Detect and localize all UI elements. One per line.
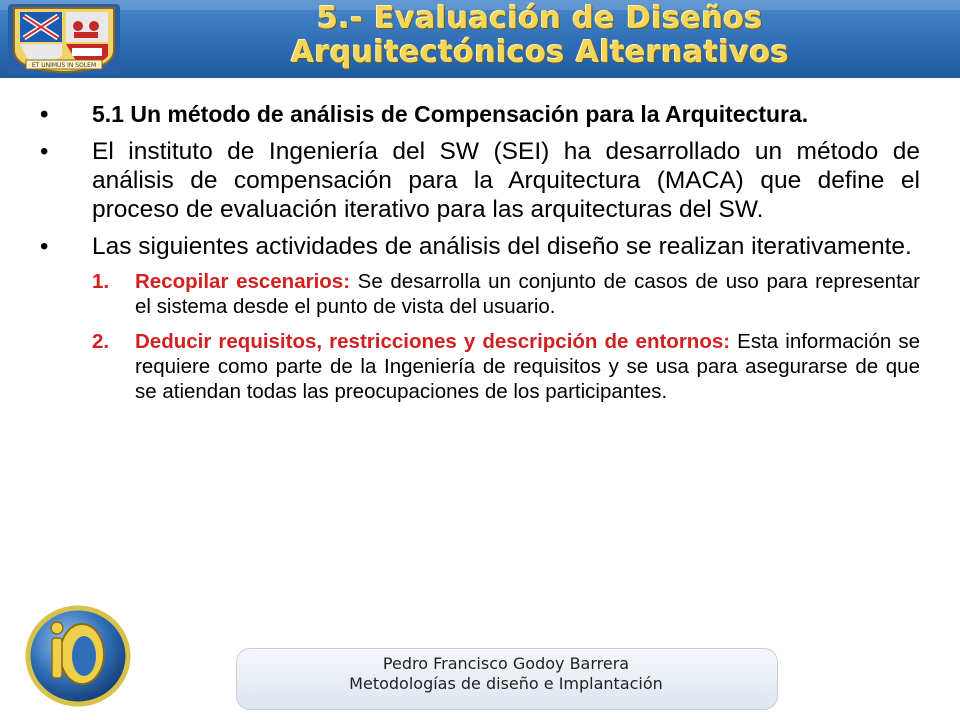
numbered-step (40, 269, 920, 319)
step-term: Deducir requisitos, restricciones y descripción de entornos: (135, 330, 731, 353)
step-number: 2. (92, 330, 110, 353)
bullet-item (40, 137, 920, 224)
svg-text:ET UNIMUS IN SOLEM: ET UNIMUS IN SOLEM (31, 62, 97, 69)
institution-logo-icon (22, 598, 134, 710)
bullet-dot: • (40, 233, 49, 260)
bullet-dot: • (40, 138, 49, 165)
step-number: 1. (92, 270, 110, 293)
footer-author: Pedro Francisco Godoy Barrera (382, 654, 630, 673)
numbered-step (40, 329, 920, 404)
page-title (130, 2, 950, 70)
header-bar (0, 0, 960, 78)
title-line-1: 5.- Evaluación de Diseños (317, 1, 763, 36)
bullet-item (40, 100, 920, 129)
footer-course: Metodologías de diseño e Implantación (349, 674, 663, 693)
footer-credits (236, 654, 776, 694)
bullet-text: Las siguientes actividades de análisis del diseño se realizan iterativamente. (92, 233, 912, 260)
step-text: Se desarrolla un conjunto de casos de uso para representar el sistema desde el punto de vista del usuario. (135, 270, 920, 318)
step-term: Recopilar escenarios: (135, 270, 351, 293)
bullet-dot: • (40, 101, 49, 128)
bullet-text: 5.1 Un método de análisis de Compensación para la Arquitectura. (92, 101, 809, 127)
step-text: Esta información se requiere como parte de la Ingeniería de requisitos y se usa para asegurarse de que se atiendan todas las preocupaciones de los participantes. (135, 330, 920, 403)
title-line-2: Arquitectónicos Alternativos (290, 35, 790, 70)
university-crest-icon (8, 4, 120, 74)
slide-content (40, 100, 920, 414)
bullet-text: El instituto de Ingeniería del SW (SEI) ha desarrollado un método de análisis de compensación para la Arquitectura (MACA) que define el proceso de evaluación iterativo para las arquitecturas del SW. (92, 138, 920, 223)
bullet-item (40, 232, 920, 261)
